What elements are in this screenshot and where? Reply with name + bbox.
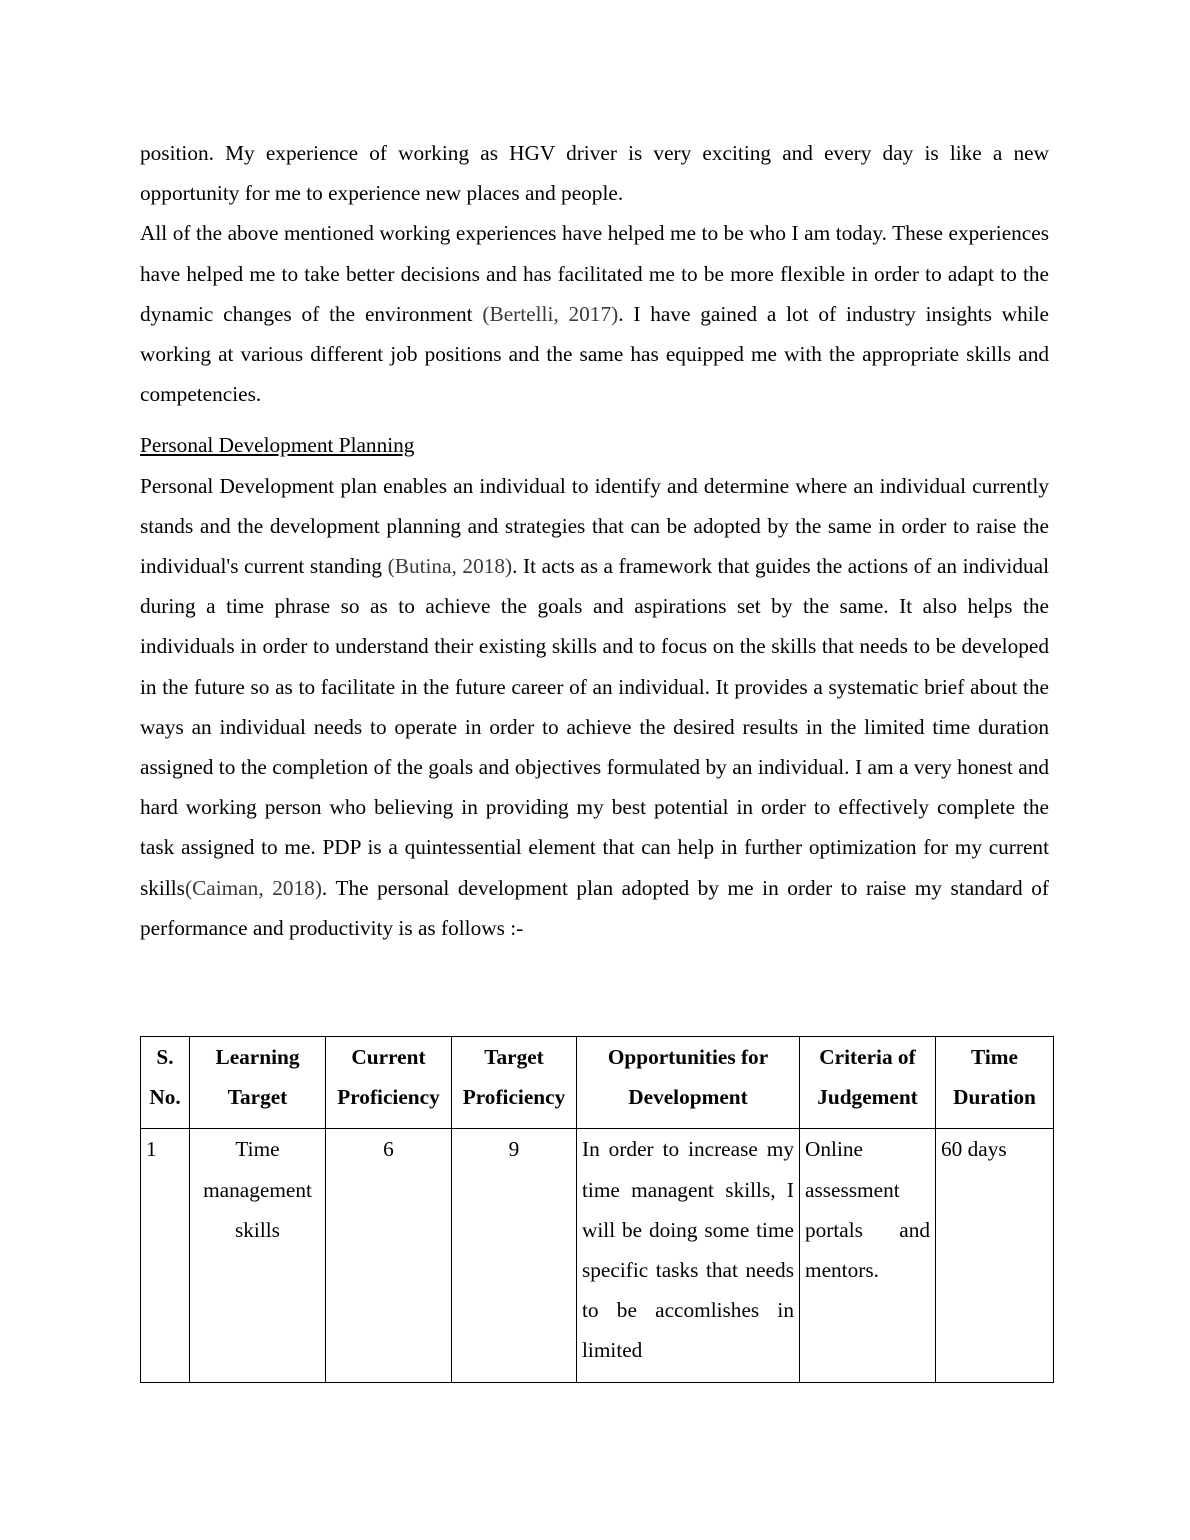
table-header-row bbox=[141, 1037, 1054, 1129]
paragraph-working-experiences bbox=[140, 213, 1049, 414]
cell-target-proficiency: 9 bbox=[452, 1129, 577, 1382]
table-row bbox=[141, 1129, 1054, 1382]
header-current-proficiency: Current Proficiency bbox=[326, 1037, 452, 1129]
header-target-proficiency: Target Proficiency bbox=[452, 1037, 577, 1129]
cell-time-duration: 60 days bbox=[936, 1129, 1054, 1382]
header-sno: S. No. bbox=[141, 1037, 190, 1129]
paragraph-text: . The personal development plan adopted by me in order to raise my standard of performance and productivity is as follows :- bbox=[140, 875, 1049, 940]
header-time-duration: Time Duration bbox=[936, 1037, 1054, 1129]
cell-opportunities: In order to increase my time managent skills, I will be doing some time specific tasks that needs to be accomlishes in limited bbox=[577, 1129, 800, 1382]
document-body bbox=[140, 133, 1049, 948]
paragraph-pdp bbox=[140, 466, 1049, 948]
header-learning-target: Learning Target bbox=[190, 1037, 326, 1129]
paragraph-text: Personal Development plan enables an individual to identify and determine where an individual currently stands and the development planning and strategies that can be adopted by the same in order to raise the individual's current standing bbox=[140, 473, 1049, 579]
header-criteria: Criteria of Judgement bbox=[800, 1037, 936, 1129]
paragraph-text: . It acts as a framework that guides the actions of an individual during a time phrase so as to achieve the goals and aspirations set by the same. It also helps the individuals in order to understand their existing skills and to focus on the skills that needs to be developed in the future so as to facilitate in the future career of an individual. It provides a systematic brief about the ways an individual needs to operate in order to achieve the desired results in the limited time duration assigned to the completion of the goals and objectives formulated by an individual. I am a very honest and hard working person who believing in providing my best potential in order to effectively complete the task assigned to me. PDP is a quintessential element that can help in further optimization for my current skills bbox=[140, 554, 1049, 900]
citation-caiman: (Caiman, 2018) bbox=[184, 875, 322, 900]
paragraph-experience bbox=[140, 133, 1049, 213]
pdp-table bbox=[140, 1036, 1054, 1383]
citation-butina: (Butina, 2018) bbox=[387, 554, 513, 579]
paragraph-text: All of the above mentioned working experiences have helped me to be who I am today. These experiences have helped me to take better decisions and has facilitated me to be more flexible in order to adapt to the dynamic changes of the environment bbox=[140, 221, 1049, 326]
citation-bertelli: (Bertelli, 2017) bbox=[482, 301, 619, 326]
cell-sno: 1 bbox=[141, 1129, 190, 1382]
cell-current-proficiency: 6 bbox=[326, 1129, 452, 1382]
cell-criteria: Online assessment portals and mentors. bbox=[800, 1129, 936, 1382]
section-heading: Personal Development Planning bbox=[140, 433, 415, 458]
paragraph-text: . I have gained a lot of industry insights while working at various different job positions and the same has equipped me with the appropriate skills and competencies. bbox=[140, 301, 1050, 407]
paragraph-text: position. My experience of working as HGV driver is very exciting and every day is like a new opportunity for me to experience new places and people. bbox=[140, 141, 1049, 206]
header-opportunities: Opportunities for Development bbox=[577, 1037, 800, 1129]
cell-learning-target: Time management skills bbox=[190, 1129, 326, 1382]
